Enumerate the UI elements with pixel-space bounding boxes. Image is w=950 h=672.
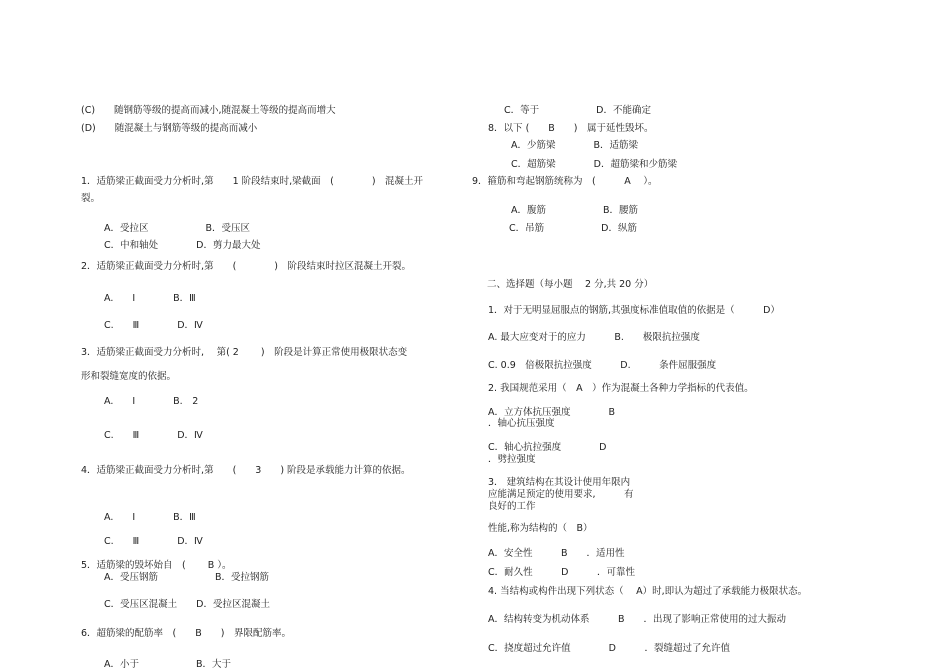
question-line: 4．适筋梁正截面受力分析时,第 ( 3 ) 阶段是承载能力计算的依据。 <box>81 465 411 476</box>
question-line: 2．适筋梁正截面受力分析时,第 ( ) 阶段结束时拉区混凝土开裂。 <box>81 261 411 272</box>
option-line: C．耐久性 D ．可靠性 <box>488 567 635 578</box>
option-line: C．中和轴处 D．剪力最大处 <box>104 240 261 251</box>
option-line: A．少筋梁 B．适筋梁 <box>511 140 639 151</box>
question-line: 8．以下 ( B ) 属于延性毁坏。 <box>488 123 654 134</box>
question-line: 2. 我国规范采用（ A ）作为混凝土各种力学指标的代表值。 <box>488 383 754 394</box>
question-line: 1．对于无明显屈服点的钢筋,其强度标准值取值的依据是（ D） <box>488 305 780 316</box>
question-line: 9．箍筋和弯起钢筋统称为 ( A ）。 <box>472 176 658 187</box>
option-line: A．小于 B．大于 <box>104 659 232 670</box>
question-line: 性能,称为结构的（ B） <box>488 523 593 534</box>
option-line: C．吊筋 D．纵筋 <box>509 223 637 234</box>
option-line: A．受压钢筋 B．受拉钢筋 <box>104 572 270 583</box>
option-line: (D) 随混凝土与钢筋等级的提高而减小 <box>81 123 258 134</box>
question-line: 裂。 <box>81 193 101 204</box>
question-line: 6．超筋梁的配筋率 ( B ) 界限配筋率。 <box>81 628 291 639</box>
option-line: A. Ⅰ B. 2 <box>104 396 199 407</box>
question-line: 4. 当结构或构件出现下列状态（ A）时,即认为超过了承载能力极限状态。 <box>488 586 808 597</box>
option-line: A. Ⅰ B．Ⅲ <box>104 512 196 523</box>
question-line: 3．适筋梁正截面受力分析时, 第( 2 ) 阶段是计算正常使用极限状态变 <box>81 347 408 358</box>
question-line: 3． 建筑结构在其设计使用年限内 <box>488 477 631 488</box>
option-line: C. Ⅲ D．Ⅳ <box>104 430 203 441</box>
option-line: A. Ⅰ B．Ⅲ <box>104 293 196 304</box>
option-line: A. 最大应变对于的应力 B. 极限抗拉强度 <box>488 332 700 343</box>
option-line: ．轴心抗压强度 <box>488 418 555 429</box>
option-line: C. Ⅲ D．Ⅳ <box>104 536 203 547</box>
option-line: A．腹筋 B．腰筋 <box>511 205 639 216</box>
option-line: C．挠度超过允许值 D ．裂缝超过了允许值 <box>488 643 730 654</box>
option-line: C. 0.9 倍极限抗拉强度 D. 条件屈服强度 <box>488 360 717 371</box>
question-line: 应能满足预定的使用要求, 有 <box>488 489 634 500</box>
option-line: C．受压区混凝土 D．受拉区混凝土 <box>104 599 270 610</box>
section-heading: 二、选择题（每小题 2 分,共 20 分） <box>487 279 654 290</box>
option-line: A．受拉区 B．受压区 <box>104 223 251 234</box>
option-line: A．安全性 B ．适用性 <box>488 548 625 559</box>
option-line: A．立方体抗压强度 B <box>488 407 616 418</box>
question-line: 5．适筋梁的毁坏始自 ( B ）。 <box>81 560 232 571</box>
option-line: A．结构转变为机动体系 B ．出现了影响正常使用的过大振动 <box>488 614 787 625</box>
option-line: ．劈拉强度 <box>488 454 536 465</box>
question-line: 良好的工作 <box>488 501 536 512</box>
question-line: 形和裂缝宽度的依据。 <box>81 371 177 382</box>
option-line: C．等于 D．不能确定 <box>504 105 651 116</box>
option-line: C．超筋梁 D．超筋梁和少筋梁 <box>511 159 677 170</box>
option-line: C．轴心抗拉强度 D <box>488 442 607 453</box>
question-line: 1．适筋梁正截面受力分析时,第 1 阶段结束时,梁截面 ( ) 混凝土开 <box>81 176 424 187</box>
option-line: C. Ⅲ D．Ⅳ <box>104 320 203 331</box>
option-line: (C) 随钢筋等级的提高而减小,随混凝土等级的提高而增大 <box>81 105 336 116</box>
